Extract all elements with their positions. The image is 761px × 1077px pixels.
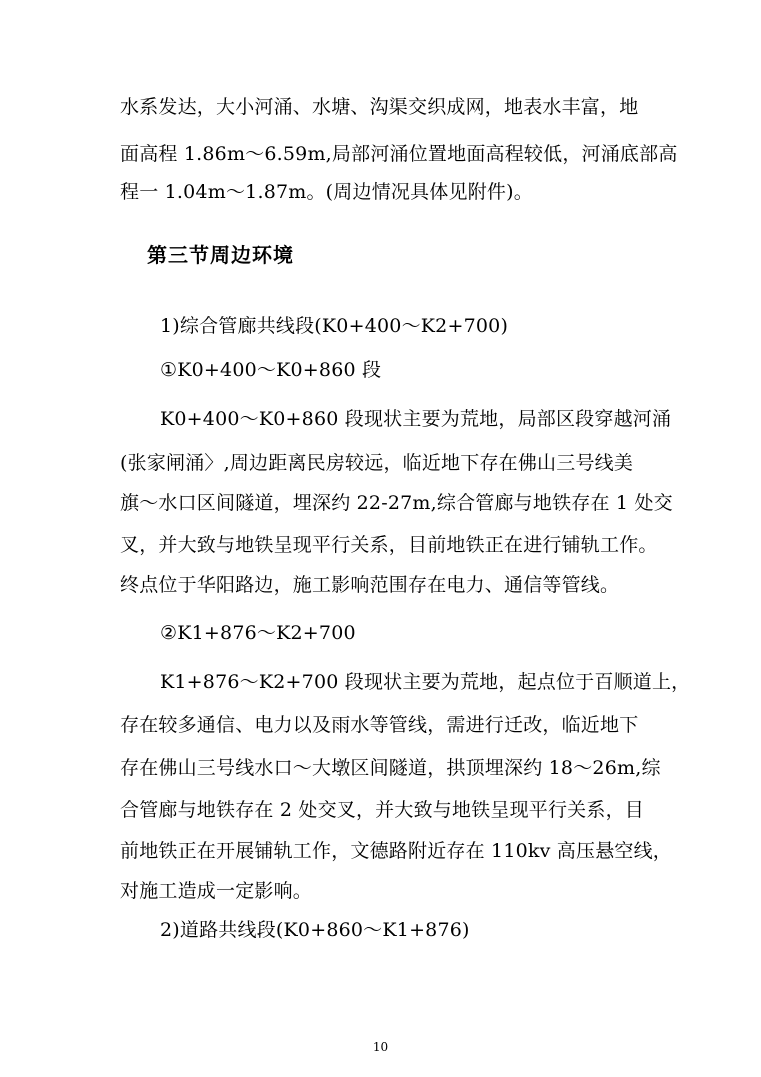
subsection-1-title: 1)综合管廊共线段(K0+400～K2+700)	[160, 315, 509, 337]
item-1-line-4: 叉，并大致与地铁呈现平行关系，目前地铁正在进行铺轨工作。	[120, 534, 658, 556]
item-2-line-3: 存在佛山三号线水口～大墩区间隧道，拱顶埋深约 18～26m,综	[120, 757, 661, 779]
item-2-title: ②K1+876～K2+700	[160, 622, 356, 644]
intro-line-1: 水系发达，大小河涌、水塘、沟渠交织成网，地表水丰富，地	[120, 96, 639, 118]
page-number: 10	[372, 1040, 389, 1054]
item-1-line-3: 旗～水口区间隧道，埋深约 22-27m,综合管廊与地铁存在 1 处交	[120, 492, 673, 514]
intro-line-3: 程一 1.04m～1.87m。(周边情况具体见附件)。	[120, 181, 533, 203]
item-1-line-1: K0+400～K0+860 段现状主要为荒地，局部区段穿越河涌	[160, 408, 672, 430]
subsection-2-title: 2)道路共线段(K0+860～K1+876)	[160, 919, 470, 941]
intro-line-2: 面高程 1.86m～6.59m,局部河涌位置地面高程较低，河涌底部高	[120, 143, 678, 165]
item-2-line-5: 前地铁正在开展铺轨工作，文德路附近存在 110kv 高压悬空线，	[120, 840, 672, 862]
item-1-line-5: 终点位于华阳路边，施工影响范围存在电力、通信等管线。	[120, 574, 620, 596]
item-1-line-2: (张家闸涌〉,周边距离民房较远，临近地下存在佛山三号线美	[120, 452, 634, 474]
item-1-title: ①K0+400～K0+860 段	[160, 359, 382, 381]
section-heading: 第三节周边环境	[147, 243, 294, 267]
item-2-line-1: K1+876～K2+700 段现状主要为荒地，起点位于百顺道上，	[160, 671, 691, 693]
item-2-line-6: 对施工造成一定影响。	[120, 880, 313, 902]
item-2-line-4: 合管廊与地铁存在 2 处交叉，并大致与地铁呈现平行关系，目	[120, 799, 644, 821]
item-2-line-2: 存在较多通信、电力以及雨水等管线，需进行迁改，临近地下	[120, 714, 639, 736]
